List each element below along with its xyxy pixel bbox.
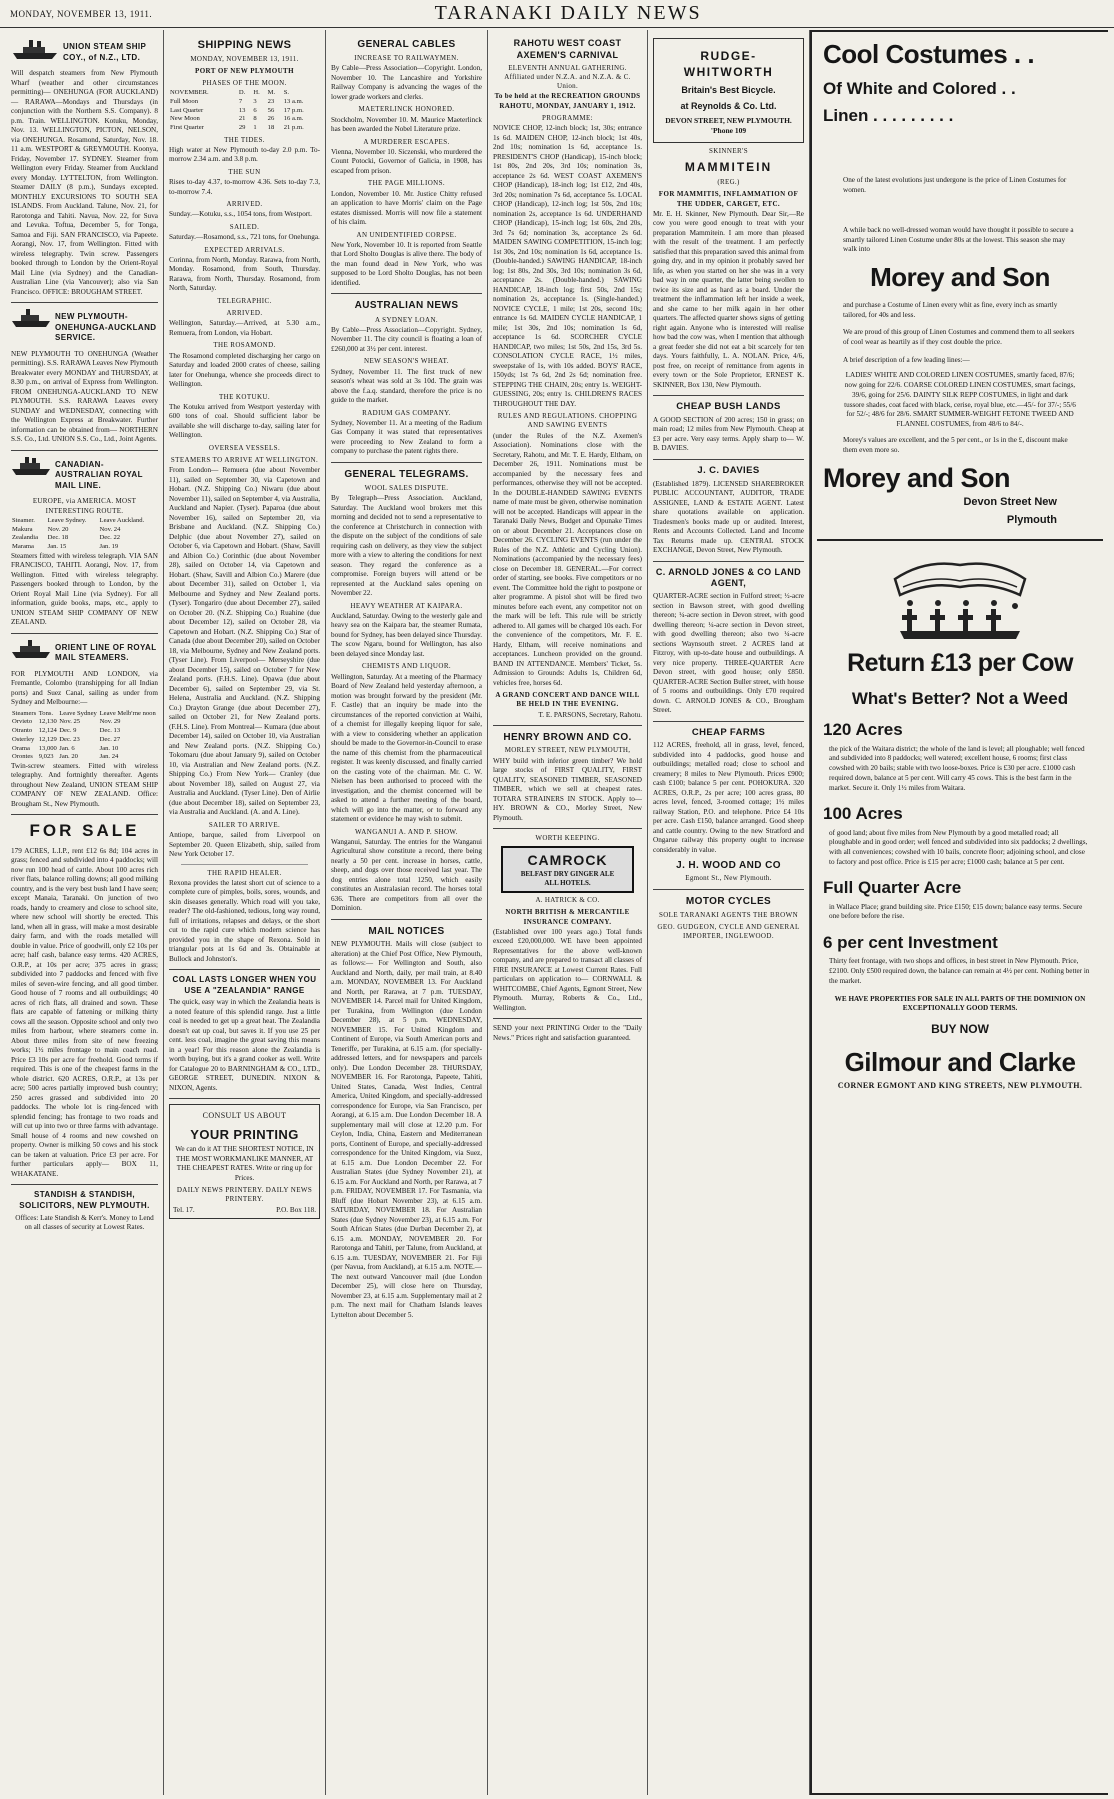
divider	[653, 889, 804, 890]
rules-body: (under the Rules of the N.Z. Axemen's Association). Nominations close with the Secretary, Rahotu, and Mr. T. E. Hardy, Eltham, on December 26, 1911. Nominations must be accompanied by the necessary fees and performances, otherwise they will not be accepted. In the DOUBLE-HANDED SAWING EVENTS name of mate must be given, otherwise nomination will not be accepted. Handicaps will appear in the Taranaki Daily News, Budget and Opunake Times on or about December 21. Acceptances close on December 26. CYCLING EVENTS (run under the Rules of the N.Z. Athletic and Cycling Union). Nominations (accompanied by the necessary fees) close on December 18. GENERAL.—For correct order of starting, see books. Five competitors or no event. The Committee hold the right to postpone or alter programme. A pistol shot will be fired two minutes before each event, any competitor not on the mark will be left. This rule will be strictly adhered to. All games will be charged 10s each. For the convenience of the competitors, Mr. F. E. Hardy, Eltham, will receive nominations and acceptances. Luncheon provided on the ground. BAND IN ATTENDANCE. Members' Ticket, 5s. Admission to Grounds: Adults 1s, Children 6d, vehicles free, horses 6d.	[493, 431, 642, 687]
mammitein-reg: (REG.)	[717, 178, 740, 187]
blank-space	[823, 196, 1097, 226]
camrock-agents: A. HATRICK & CO.	[535, 896, 600, 905]
general-telegrams-heading: GENERAL TELEGRAMS.	[344, 468, 469, 480]
shipping-date: MONDAY, NOVEMBER 13, 1911.	[190, 54, 299, 63]
blank-space	[823, 320, 1097, 328]
steamship-icon	[11, 38, 59, 60]
table-row: Orvieto 12,130 Nov. 25 Nov. 29	[12, 718, 121, 726]
aus-3-body: Sydney, November 11. At a meeting of the Radium Gas Company it was stated that representatives were proceeding to New Zealand to form a company to purchase the patent rights there.	[331, 418, 482, 456]
divider	[331, 919, 482, 920]
table-row: New Moon 21 8 26 16 a.m.	[170, 115, 304, 123]
table-row: Osterley 12,129 Dec. 23 Dec. 27	[12, 735, 121, 743]
steamship-icon	[11, 639, 51, 659]
telegraphic-arrived: ARRIVED.	[226, 309, 263, 318]
cable-5-body: New York, November 10. It is reported from Seattle that Lord Sholto Douglas is alive there. The body of the man found dead in New York, who was supposed to be Lord Sholto Douglas, has not been identified.	[331, 240, 482, 287]
cable-2-body: Stockholm, November 10. M. Maurice Maeterlinck has been awarded the Nobel Literature prize.	[331, 115, 482, 134]
kotuku-heading: THE KOTUKU.	[218, 392, 271, 401]
aus-1-body: By Cable—Press Association—Copyright. Sydney, November 11. The city council is floating a loan of £260,000 at 3½ per cent. interest.	[331, 325, 482, 353]
printery-tel: Tel. 17.	[173, 1205, 195, 1214]
divider	[653, 395, 804, 396]
divider	[331, 293, 482, 294]
nbm-body: (Established over 100 years ago.) Total funds exceed £20,000,000. WE have been appointed Representatives for the above well-known company, and are prepared to transact all classes of FIRE INSURANCE at Lowest Current Rates. Full particulars on application to— CORNWALL & WHITCOMBE, Chief Agents, Egmont Street, New Plymouth. Murray, Roberts & Co., Ltd., Wellington.	[493, 927, 642, 1012]
printery-contact	[173, 1206, 316, 1216]
divider	[493, 1018, 642, 1019]
column-shipping-ads	[6, 30, 164, 1795]
henry-brown-body: WHY build with inferior green timber? We hold large stocks of FIRST QUALITY, FIRST QUALITY, SEASONED TIMBER, SEASONED TIMBER, which we sell at cheapest rates. TOTARA STRAINERS IN STOCK. Apply to— HY. BROWN & CO., Morley Street, New Plymouth.	[493, 756, 642, 822]
printing-body: We can do it AT THE SHORTEST NOTICE, IN THE MOST WORKMANLIKE MANNER, AT THE CHEAPEST RATES. Write or ring up for Prices.	[175, 1145, 314, 1182]
mammitein-heading: MAMMITEIN	[684, 160, 773, 175]
investment-body: Thirty feet frontage, with two shops and offices, in best street in New Plymouth. Price, £2100. Only £500 required down, the balance can remain at 4½ per cent. Nothing better in the market.	[829, 957, 1090, 985]
acres-120-heading: 120 Acres	[823, 720, 903, 740]
nz-service-ad	[11, 308, 158, 346]
camrock-hotels: ALL HOTELS.	[544, 878, 591, 887]
divider	[11, 302, 158, 303]
sailed-heading: SAILED.	[229, 222, 260, 231]
worth-keeping-label: WORTH KEEPING.	[535, 834, 600, 843]
for-sale-heading: FOR SALE	[29, 821, 140, 841]
column-local-ads	[648, 30, 810, 1795]
rudge-address: DEVON STREET, NEW PLYMOUTH. 'Phone 109	[665, 116, 792, 136]
table-row: Steamer. Leave Sydney. Leave Auckland.	[12, 516, 145, 524]
henry-brown-sub: MORLEY STREET, NEW PLYMOUTH,	[504, 746, 631, 755]
motor-cycles-tail: GEO. GUDGEON, CYCLE AND GENERAL IMPORTER, INGLEWOOD.	[657, 923, 800, 941]
general-cables-heading: GENERAL CABLES	[357, 39, 456, 50]
properties-line: WE HAVE PROPERTIES FOR SALE IN ALL PARTS OF THE DOMINION ON EXCEPTIONALLY GOOD TERMS.	[834, 994, 1086, 1013]
table-row: Orontes 9,023 Jan. 20 Jan. 24	[12, 753, 119, 761]
nz-service-heading: NEW PLYMOUTH-ONEHUNGA-AUCKLAND SERVICE.	[55, 312, 157, 343]
port-heading: PORT OF NEW PLYMOUTH	[195, 66, 294, 75]
table-row: Makura Nov. 20 Nov. 24	[12, 525, 121, 533]
quarter-acre-heading: Full Quarter Acre	[823, 878, 962, 898]
tel-3-body: Wellington, Saturday. At a meeting of the Pharmacy Board of New Zealand held yesterday afternoon, a motion was brought forward by the president (Mr. F. Castle) that an inquiry be made into the circumstances of the reported conviction at Waihi, of a chemist for illegally keeping liquor for sale, with a view to considering whether an application should be made to the Governor-in-Council to erase the name of this chemist from the pharmaceutical register. It was keenly discussed, and finally carried on the casting vote of the chairman. Mr. C. W. Nielsen has been authorised to proceed with the investigation, and the chemist concerned will be asked to attend a further meeting of the board, which will go into the matter, or to forward any statement or evidence he may wish to submit.	[331, 672, 482, 824]
orient-ad	[11, 639, 158, 666]
mail-notices-heading: MAIL NOTICES	[368, 925, 445, 937]
printing-heading: YOUR PRINTING	[190, 1126, 299, 1142]
tel-2-heading: HEAVY WEATHER AT KAIPARA.	[350, 601, 463, 610]
divider	[11, 450, 158, 451]
divider	[181, 864, 308, 865]
morey-para-4: We are proud of this group of Linen Costumes and commend them to all seekers of cool wear as heartily as if they cost double the price.	[843, 328, 1075, 347]
column-display-ads	[810, 30, 1108, 1795]
sailed-body: Saturday.—Rosamond, s.s., 721 tons, for Onehunga.	[169, 233, 320, 242]
cable-1-heading: INCREASE TO RAILWAYMEN.	[354, 54, 459, 63]
healer-heading: THE RAPID HEALER.	[207, 868, 282, 877]
white-colored-heading: Of White and Colored . .	[823, 78, 1016, 98]
rosamond-body: The Rosamond completed discharging her cargo on Saturday and loaded 2000 crates of cheese, sailing later for Onehunga, whence she proceeds direct to Wellington.	[169, 351, 320, 389]
divider	[653, 459, 804, 460]
acres-100-heading: 100 Acres	[823, 804, 903, 824]
morey-para-2: A while back no well-dressed woman would have thought it possible to secure a smartly tailored Linen Costume under 80s at the lowest. This season she may walk into	[843, 225, 1074, 254]
printing-ad	[169, 1104, 320, 1219]
morey-name-2: Morey and Son	[823, 463, 1011, 494]
consult-label: CONSULT US ABOUT	[202, 1111, 287, 1121]
aus-2-heading: NEW SEASON'S WHEAT.	[364, 357, 449, 366]
coal-body: The quick, easy way in which the Zealandia heats is a noted feature of this splendid range. Just a little coal is needed to get up a great heat. The Zealandia doesn't eat up coal, but saves it. If you use 25 per cent. less coal, imagine the great saving this means in a year! For this reason alone the Zealandia is worth buying, but it's a grand cooker as well. Write for Catalogue 20 to BARNINGHAM & CO., LTD., GEORGE STREET, DUNEDIN. NIXON & NIXON, Agents.	[169, 998, 320, 1092]
divider	[493, 828, 642, 829]
column-carnival	[488, 30, 648, 1795]
henry-brown-heading: HENRY BROWN AND CO.	[503, 732, 632, 744]
expected-body: Corinna, from North, Monday. Rarawa, from North, Monday. Rosamond, from South, Thursday. Rarawa, from North, Thursday. Rosamond, from North, Saturday.	[169, 255, 320, 293]
morey-para-3: and purchase a Costume of Linen every whit as fine, every inch as smartly tailored, for 40s and less.	[843, 300, 1058, 319]
tel-4-body: Wanganui, Saturday. The entries for the Wanganui Agricultural show constitute a record, there being nearly a 50 per cent. increase in horses, cattle, sheep, and dogs over those received last year. The dog entries alone total 1250, which easily constitutes an Australasian record. The horses total 636. There are competitors from all over the Dominion.	[331, 837, 482, 913]
for-sale-body: 179 ACRES, L.I.P., rent £12 6s 8d; 104 acres in grass; fenced and subdivided into 4 paddocks; will now run 100 head of cattle. About 100 acres rich river flats, balance rolling downs; all good milking country, and is the very best bush land I have seen; except Manaia, Taranaki. On junction of two roads, handy to creamery and close to school site, where new school will shortly be erected. This land, when all in grass, will make a most desirable dairy farm, and with the roads metalled will double in value. Price of goodwill, only £2 10s per acre; half cash, balance easy terms. 420 ACRES, O.R.P., at 10s per acre; 375 acres in grass; subdivided into 7 paddocks and fenced with five miles of seven-wire fencing, and all good timber. Good house of 7 rooms and all outbuildings; 40 acres of rich flats, all drained and sown. These flats are capable of fattening or milking thirty cows all the season. Opposite school and only two miles from harbour, where steamers come in. About three miles from site of new freezing works; 1½ miles frontage to main coach road. Price £3 10s per acre for freehold. Good terms if required. This is one of the cheapest farms in the whole district. 620 ACRES, O.R.P., at 13s per acre; 500 acres partially improved bush country; 250 acres grassed and subdivided into 20 paddocks. The whole lot is ring-fenced with splendid fencing; has frontage to two roads and will cut up into two or three farms with advantage. Small house of 4 rooms and new cowshed on property. Owner is milking 50 cows and his stock can be taken at valuation. Price £3 per acre. For further particulars apply— BOX 11, WHAKATANE.	[11, 846, 158, 1178]
telegraphic-heading: TELEGRAPHIC.	[217, 296, 272, 305]
cable-3-body: Vienna, November 10. Siczenski, who murdered the Count Potocki, Governor of Galicia, in 1908, has escaped from prison.	[331, 147, 482, 175]
jc-davies-body: (Established 1879). LICENSED SHAREBROKER PUBLIC ACCOUNTANT, AUDITOR, TRADE ASSIGNEE, LAND & ESTATE AGENT. Latest share quotations available on application. Tradesmen's books made up or audited. Interest, Rents and Accounts Collected. Land and Income Tax Returns made up. CENTRAL STOCK EXCHANGE, Devon Street, New Plymouth.	[653, 479, 804, 555]
divider	[493, 725, 642, 726]
cable-3-heading: A MURDERER ESCAPES.	[363, 137, 450, 146]
carnival-sub-2: To be held at the RECREATION GROUNDS RAHOTU, MONDAY, JANUARY 1, 1912.	[494, 92, 641, 110]
oversea-body: From London— Remuera (due about November 11), sailed on September 30, via Capetown and Hobart. (N.Z. Shipping Co.) Niwaru (due about November 11), sailed on September 4, via Australia, Auckland and Napier. (Tyser). Paparoa (due about November 16), sailed on September 20, via Brisbane and Auckland. (N.Z. Shipping Co.) Delphic (due about November 27), sailed on October 6, via Capetown and Hobart. (Shaw, Savill and Albion Co.) Corinthic (due about November 28), sailed on October 14, via Capetown and Hobart. (Shaw, Savill and Albion Co.) Marere (due about December 31), sailed on October 1, via Melbourne and Sydney and New Zealand ports. (Tyser). Tongariro (due about December 27), sailed on October 20. (N.Z. Shipping Co.) Ruahine (due about December 12), sailed on October 28, via Capetown and Hobart. (N.Z. Shipping Co.) Star of Canada (due about December 20), sailed on October 18, via Melbourne, Sydney and New Zealand ports. (Tyser Line). From Liverpool— Merseyshire (due about December 15), sailed on October 7 for New Zealand ports. (F.H.S. Line). Opawa (due about December 6), sailed on September 29, via St. Helena, Australia and Auckland. (N.Z. Shipping Co.) Drayton Grange (due about December 27), sailed on October 21, for New Zealand ports. (F.H.S. Line). From Montreal— Kumara (due about December 14), sailed on October 10, via Australian and New Zealand ports. (N.Z. Shipping Co.) Tokomaru (due about January 9), sailed on October 10, via Australian and New Zealand ports. (N.Z. Shipping Co.) From New York— Cranley (due about November 18), sailed on August 27, via Australia and Auckland. (Tyser Line). Den of Airlie (due about December 18), sailed on September 23, via Australia and Auckland. (A. and A. Line).	[169, 466, 320, 817]
column-general-cables	[326, 30, 488, 1795]
union-body: Will despatch steamers from New Plymouth Wharf (weather and other circumstances permitting)— ONEHUNGA (FOR AUCKLAND)— RARAWA—Mondays and Thursdays (in conjunction with the Northern S.S. Company). 8 p.m. Train. WELLINGTON. Kotuku, Monday, Nov. 13. WELLINGTON, PICTON, NELSON, via ONEHUNGA. Rosamond, Saturday, Nov. 18. 11 a.m. WESTPORT & GREYMOUTH. Koonya, Friday, November 17. SYDNEY. Steamer from Wellington every Friday. Steamer from Auckland every Monday. LYTTELTON, from Wellington. Steamer DAILY (8 p.m.), Sundays excepted. MONTHLY EXCURSIONS TO SOUTH SEA ISLANDS. From Auckland. Talune, Nov. 21, for Rarotonga and Tahiti. Navua, Nov. 22, for Suva and Levuka. Toftua, December 5, for Tonga, Samoa and Fiji. SAN FRANCISCO, via Papeete. Aorangi, Nov. 17, from Wellington. Fitted with wireless telegraphy. Twin screw. Passengers booked through to London by the Orient-Royal Mail Line (via Sydney) and the Canadian-Australian Line (via Vancouver); also via San Francisco. OFFICE: BROUGHAM STREET.	[11, 69, 158, 296]
arnold-jones-heading: C. ARNOLD JONES & CO LAND AGENT,	[655, 566, 802, 589]
moon-heading: PHASES OF THE MOON.	[202, 78, 287, 87]
aus-1-heading: A SYDNEY LOAN.	[374, 315, 439, 324]
motor-cycles-sub: SOLE TARANAKI AGENTS THE BROWN	[658, 910, 799, 919]
orient-table	[11, 710, 158, 762]
telegraphic-body: Wellington, Saturday.—Arrived, at 5.30 a.m., Remuera, from London, via Hobart.	[169, 319, 320, 337]
cheap-farms-heading: CHEAP FARMS	[691, 726, 766, 738]
gilmour-ad	[817, 539, 1103, 1096]
mail-notices-body: NEW PLYMOUTH. Mails will close (subject to alteration) at the Chief Post Office, New Plymouth, as follows:— For Wellington and South, also Auckland and North, daily, per mail train, at 8.40 a.m. MONDAY, NOVEMBER 13. For Auckland and North, per Rarawa, at 7 p.m. TUESDAY, NOVEMBER 14. Parcel mail for United Kingdom, per Turakina, from Wellington (due London December 28), at 5 p.m. WEDNESDAY, NOVEMBER 15. For United Kingdom and Continent of Europe, via South American ports and Teneriffe, per Turakina, at 6.15 a.m. (for specially-addressed letters, and for newspapers and parcels only). Due London December 28. THURSDAY, NOVEMBER 16. For Rarotonga, Papeete, Tahiti, United States, Canada, West Indies, Central America, United Kingdom, and specially-addressed correspondence for Europe, via San Francisco, per Aorangi, at 6.15 a.m. Due London December 18. A supplementary mail will close at 12.20 p.m. For Ceylon, India, China, Eastern and Mediterranean ports, Continent of Europe, and specially-addressed correspondence for the United Kingdom, via Suez, at 6.15 a.m. Due London December 22. For Australian States (due Sydney November 21), at 6.15 a.m. For Auckland and North, per Rarawa, at 7 p.m. FRIDAY, NOVEMBER 17. For Tasmania, via Bluff (due Hobart November 23), at 6.15 a.m. SATURDAY, NOVEMBER 18. For Australian States (due Sydney November 23), at 6.15 a.m. For South African States (due Durban December 2), at 6.15 a.m. MONDAY, NOVEMBER 20. For Rarotonga and Tahiti, per Talune, from Auckland, at 6.15 a.m. TUESDAY, NOVEMBER 21. For Fiji (per Navua, from Auckland), at 6.15 a.m. NOTE.—The next outward Vancouver mail (due London December 25), will close here on Thursday, November 23, at 6.15 a.m. Supplementary mail at 2 p.m. The next mail for Chatham Islands leaves Lyttelton about December 5.	[331, 940, 482, 1319]
gilmour-clarke-heading: Gilmour and Clarke	[844, 1046, 1076, 1077]
camrock-brand: CAMROCK	[527, 852, 608, 869]
programme-heading: PROGRAMME:	[541, 113, 594, 122]
buy-now: BUY NOW	[931, 1021, 989, 1036]
tel-1-heading: WOOL SALES DISPUTE.	[364, 483, 449, 492]
carnival-heading: RAHOTU WEST COAST AXEMEN'S CARNIVAL	[513, 38, 622, 60]
arnold-jones-body: QUARTER-ACRE section in Fulford street; ½-acre section in Bawson street, with good dwelling thereon; ¼-acre section in Devon street, with good dwelling thereon; ¼-acre section in Devon street, with good dwelling thereon; also two ¼-acre sections Waynsouth street. 2 ACRES land at Fitzroy, with up-to-date house and outbuildings. A very nice property. THREE-QUARTER Acre Devon street, with good house; only £850. QUARTER-ACRE Section Buller street, with house of 5 rooms and outbuildings. Only £70 required down. C. ARNOLD JONES & CO., Brougham Street.	[653, 592, 804, 715]
divider	[11, 814, 158, 815]
bush-lands-heading: CHEAP BUSH LANDS	[676, 401, 781, 413]
tel-2-body: Auckland, Saturday. Owing to the westerly gale and heavy sea on the Kaipara bar, the steamer Rumata, bound for Sydney, has been delayed since Thursday. The scow Ngaru, bound for Wellington, has also been delayed since Monday last.	[331, 611, 482, 658]
rudge-ad	[653, 38, 804, 143]
column-shipping-news	[164, 30, 326, 1795]
table-row: Full Moon 7 3 23 13 a.m.	[170, 97, 304, 105]
orient-body: FOR PLYMOUTH AND LONDON, via Fremantle, Colombo (transhipping for all Indian ports) and Suez Canal, sailing as under from Sydney and Melbourne:—	[11, 669, 158, 707]
standish-tail: Offices: Late Standish & Kerr's. Money to Lend on all classes of security at Lowest Rates.	[15, 1213, 154, 1231]
morey-para-5: A brief description of a few leading lines:—	[843, 355, 970, 364]
return-heading: Return £13 per Cow	[847, 649, 1073, 678]
investment-heading: 6 per cent Investment	[823, 933, 998, 953]
camrock-product: BELFAST DRY GINGER ALE	[520, 869, 615, 878]
morey-name-1: Morey and Son	[870, 261, 1050, 292]
gilmour-address: CORNER EGMONT AND KING STREETS, NEW PLYMOUTH.	[837, 1080, 1083, 1090]
better-heading: What's Better? Not a Weed	[851, 689, 1069, 709]
canadian-body: Steamers fitted with wireless telegraph. VIA SAN FRANCISCO, TAHITI. Aorangi, Nov. 17, from Wellington. Fitted with wireless telegraphy. Passengers booked through to London, by the Orient Royal Mail Line (via Sydney). For all information, guide books, maps, etc., apply to UNION STEAM SHIP COMPANY OF NEW ZEALAND.	[11, 551, 158, 627]
table-row: Marama Jan. 15 Jan. 19	[12, 542, 119, 550]
rudge-brand: RUDGE-WHITWORTH	[683, 49, 774, 79]
camrock-ad	[501, 846, 634, 893]
table-row: NOVEMBER. D. H. M. S.	[170, 89, 290, 97]
rosamond-heading: THE ROSAMOND.	[213, 341, 276, 350]
orient-heading: ORIENT LINE OF ROYAL MAIL STEAMERS.	[55, 642, 157, 663]
jh-wood-sub: Egmont St., New Plymouth.	[685, 874, 772, 883]
healer-body: Rexona provides the latest short cut of science to a complete cure of pimples, boils, sores, wounds, and skin diseases generally. Which road will you take, reader? The old-fashioned, tedious, long way round, full of irritations, relapses and delays, or the short cut to the rapid cure which modern science has provided you in the shape of Rexona. Sold in triangular pots at 1s 6d and 3s. Obtainable at Bullock and Johnston's.	[169, 878, 320, 963]
table-row: First Quarter 29 1 18 21 p.m.	[170, 124, 304, 132]
morey-address: Devon Street New Plymouth	[963, 496, 1057, 526]
australian-news-heading: AUSTRALIAN NEWS	[354, 300, 459, 312]
morey-ad	[817, 36, 1103, 533]
expected-heading: EXPECTED ARRIVALS.	[204, 245, 285, 254]
divider	[11, 1184, 158, 1185]
acres-120-body: the pick of the Waitara district; the whole of the land is level; all ploughable; well fenced and subdivided into 8 paddocks; well watered; excellent house, 6 rooms; first class cowshed with 20 bails; stable with two loose-boxes. Price is £30 per acre. £1000 cash required down, balance at 5 per cent. Will carry 45 cows. This is the best farm in the market. Secure it. Only 1½ miles from Waitara.	[829, 744, 1085, 792]
canadian-ad	[11, 456, 158, 494]
rudge-slogan: Britain's Best Bicycle.	[681, 84, 776, 95]
morey-para-6: Morey's values are excellent, and the 5 per cent., or 1s in the £, discount make them even more so.	[843, 435, 1068, 454]
canadian-heading: CANADIAN-AUSTRALIAN ROYAL MAIL LINE.	[55, 459, 143, 490]
coal-heading: COAL LASTS LONGER WHEN YOU USE A "ZEALANDIA" RANGE	[172, 975, 317, 995]
newspaper-page	[6, 30, 1108, 1795]
printery-label: DAILY NEWS PRINTERY. DAILY NEWS PRINTERY.	[176, 1186, 313, 1204]
acres-100-body: of good land; about five miles from New Plymouth by a good metalled road; all ploughable and in good order; well fenced and subdivided into six paddocks; 2 dwellings, with all conveniences; cowshed with 10 bails, concrete floor; adjoining school, and close to factory and post office. Price is £15 per acre; £1000 cash; balance at 5 per cent.	[829, 828, 1088, 866]
morey-para-1: One of the latest evolutions just undergone is the price of Linen Costumes for women.	[843, 176, 1067, 195]
shipping-news-heading: SHIPPING NEWS	[197, 39, 292, 51]
arrived-body: Sunday.—Kotuku, s.s., 1054 tons, from Westport.	[169, 210, 312, 219]
tel-1-body: By Telegraph—Press Association. Auckland, Saturday. The Auckland wool brokers met this morning and decided not to send a representative to the conference at Christchurch in connection with the dispute on the subject of the conditions of sale requiring cash on delivery, as they view the subject more with a view to altering the conditions for next season. They regard the conference as a compromise. Foreign buyers will attend or be represented at the Auckland sales opening on November 22.	[331, 494, 482, 598]
divider	[169, 969, 320, 970]
divider	[169, 1098, 320, 1099]
masthead	[0, 0, 1114, 28]
steamship-icon	[11, 456, 51, 476]
motor-cycles-heading: MOTOR CYCLES	[685, 895, 772, 907]
sailer-heading: SAILER TO ARRIVE.	[208, 820, 281, 829]
cable-4-body: London, November 10. Mr. Justice Chitty refused an application to have Morris' claim on the Page estates dismissed. Morris will now file a statement of his claim.	[331, 189, 482, 227]
rules-heading: RULES AND REGULATIONS. CHOPPING AND SAWING EVENTS	[497, 412, 638, 430]
cheap-farms-body: 112 ACRES, freehold, all in grass, level, fenced, subdivided into 4 paddocks, good house and outbuildings; metalled road; close to school and creamery; 8 miles to New Plymouth. Prices £900; cash £100; balance 5 per cent. POHOKURA. 320 ACRES, O.R.P., 2s per acre; 100 acres grass, 80 acres level, fenced, 3-roomed cottage; 1½ miles railway Station, P.O. and telephone. Price £4 10s per acre. Cash £150, balance arranged. Good sheep and cattle country. Owing to the new Stratford and Ongarue railway this property ought to increase considerably in value.	[653, 741, 804, 854]
skinner-label: SKINNER'S	[708, 147, 749, 156]
nz-service-body: NEW PLYMOUTH TO ONEHUNGA (Weather permitting). S.S. RARAWA Leaves New Plymouth Breakwater every MONDAY and THURSDAY, at 8.30 p.m., on arrival of Express from Wellington. FROM ONEHUNGA-AUCKLAND TO NEW PLYMOUTH. S.S. RARAWA Leaves every SUNDAY and WEDNESDAY, connecting with the Wellington Express at Breakwater. Further information can be obtained from— NORTHERN S.S. Co., Ltd. UNION S.S. Co., Ltd., Joint Agents.	[11, 349, 158, 444]
tel-4-heading: WANGANUI A. AND P. SHOW.	[355, 827, 458, 836]
sailer-body: Antiope, barque, sailed from Liverpool on September 20. Queen Elizabeth, ship, sailed from New York October 17.	[169, 831, 320, 859]
blank-space	[823, 348, 1097, 356]
mammitein-sub: FOR MAMMITIS, INFLAMMATION OF THE UDDER, CARGET, ETC.	[658, 190, 799, 208]
standish-heading: STANDISH & STANDISH, SOLICITORS, NEW PLYMOUTH.	[19, 1190, 150, 1210]
jh-wood-heading: J. H. WOOD AND CO	[676, 860, 781, 872]
table-row: Last Quarter 13 6 56 17 p.m.	[170, 106, 304, 114]
tides-body: High water at New Plymouth to-day 2.0 p.m. To-morrow 2.34 a.m. and 3.8 p.m.	[169, 145, 320, 164]
tel-3-heading: CHEMISTS AND LIQUOR.	[361, 662, 452, 671]
tides-heading: THE TIDES.	[224, 135, 265, 144]
divider	[11, 633, 158, 634]
divider	[653, 561, 804, 562]
cable-5-heading: AN UNIDENTIFIED CORPSE.	[356, 230, 457, 239]
canadian-sub: EUROPE, via AMERICA. MOST INTERESTING ROUTE.	[32, 497, 137, 515]
arrived-heading: ARRIVED.	[226, 200, 263, 209]
mammitein-body: Mr. E. H. Skinner, New Plymouth. Dear Sir,—Re cow you were good enough to treat with your preparation Mammitein. I am more than pleased with the result of the treatment. I am perfectly satisfied that this preparation saved this animal from going dry, and in my opinion it probably saved her life, as when you started on her she was in a very bad way in one quarter, the latter being swollen to twice its size and as hard as a board. Under the treatment the inflammation left her inside a week, and she came to her milk again in her other quarters. The affected quarter shows signs of getting right again. Anyone who is interested will realise how bad the cow was, when I mention that although a great feeder she did not eat a bit scarcely for ten days. Yours faithfully, L. A. NOLAN. Price, 4/6, post free, on receipt of remittance from agents in every town or the Sole Proprietor, ERNEST K. SKINNER, Box 130, New Plymouth.	[653, 209, 804, 389]
programme-body: NOVICE CHOP, 12-inch block; 1st, 30s; entrance 1s 6d. MAIDEN CHOP, 12-inch block; 1st 40s, 2nd 10s; nomination 1s 6d, acceptance 1s. PRESIDENT'S CHOP (Handicap), 15-inch block; 1st 80s, 2nd 20s, 3rd 10s; nomination 3s, acceptance 2s 6d. WEST COAST AXEMEN'S CHOP (Handicap), 18-inch log; 1st £12, 2nd 40s, 3rd 20s; nomination 7s 6d, acceptance 5s. LOCAL CHOP (Handicap), 12-inch log; 1st 50s, 2nd 10s; nomination 2s, acceptance 1s 6d. UNDERHAND CHOP (Handicap), 15-inch log; 1st 60s, 2nd 20s, 3rd 7s 6d; nomination 3s, acceptance 2s 6d. MAIDEN SAWING COMPETITION, 15-inch log; 1st 30s, 2nd 10s; nomination 1s 6d, acceptance 1s. (Double-handed.) SAWING HANDICAP, 18-inch log; 1st 80s, 2nd 30s, 3rd 10s; nomination 3s 6d, acceptance 2s. (Double-handed.) SAWING HANDICAP, 18-inch log; first 50s, 2nd 15s; nomination 2s, acceptance 1s. (Single-handed.) NOVICE CYCLE, 1 mile; 1st 20s, second 10s; entrance 1s 6d. MAIDEN CYCLE HANDICAP, 1 mile; 1st 30s, 2nd 10s; nomination 1s 6d, acceptance 1s 6d. SCORCHER CYCLE HANDICAP, two miles; 1st 50s, 2nd 15s, 3rd 5s. CONSOLATION CYCLE RACE, 1½ miles, sweepstake of 1s, with 10s added. BOYS' RACE, 150yds; 1st 7s 6d, 2nd 2s 6d; nomination free. STEPPING THE CHAIN, 20s; entry 1s. WEIGHT-GUESSING, 20s; entry 1s. CHILDREN'S RACES THROUGHOUT THE DAY.	[493, 124, 642, 408]
union-heading: UNION STEAM SHIP COY., of N.Z., LTD.	[63, 42, 147, 62]
cable-1-body: By Cable—Press Association—Copyright. London, November 10. The Lancashire and Yorkshire Railway Company is advancing the wages of the lower grade workers and clerks.	[331, 64, 482, 101]
steamship-icon	[11, 308, 51, 328]
issue-date: MONDAY, NOVEMBER 13, 1911.	[10, 8, 153, 19]
kotuku-body: The Kotuku arrived from Westport yesterday with 600 tons of coal. Should sufficient labor be available she will discharge to-day, sailing later for Wellington.	[169, 402, 320, 440]
morey-lines: LADIES' WHITE AND COLORED LINEN COSTUMES, smartly faced, 87/6; now going for 22/6. COARSE COLORED LINEN COSTUMES, smart facings, 39/6, going for 25/6. DAINTY SILK REPP COSTUMES, in light and dark tussore shades, coat faced with black, cerise, royal blue, etc.—45/- for 37/-; 55/6 for 52/-; 48/6 for 28/6. SMART SUMMER-WEIGHT FETONE TWEED AND FLANNEL COSTUMES, from 48/6 to 84/-.	[844, 371, 1076, 429]
bush-lands-body: A GOOD SECTION of 200 acres; 150 in grass; on main road; 12 miles from New Plymouth. Cheap at £3 per acre. Very easy terms. Apply sharp to— W. B. DAVIES.	[653, 415, 804, 453]
newspaper-title: TARANAKI DAILY NEWS	[434, 2, 702, 24]
sun-heading: THE SUN	[228, 167, 261, 176]
table-row: Otranto 12,124 Dec. 9 Dec. 13	[12, 727, 121, 735]
cable-2-heading: MAETERLINCK HONORED.	[358, 105, 455, 114]
printery-box: P.O. Box 118.	[276, 1205, 316, 1214]
linen-heading: Linen . . . . . . . . .	[823, 106, 954, 126]
rudge-dealer: at Reynolds & Co. Ltd.	[680, 100, 777, 111]
table-row: Zealandia Dec. 18 Dec. 22	[12, 534, 121, 542]
concert-line: A GRAND CONCERT AND DANCE WILL BE HELD IN THE EVENING.	[495, 691, 640, 709]
crown-icon	[885, 551, 1035, 643]
sun-body: Rises to-day 4.37, to-morrow 4.36. Sets to-day 7.3, to-morrow 7.4.	[169, 178, 320, 196]
oversea-sub: STEAMERS TO ARRIVE AT WELLINGTON.	[170, 456, 319, 465]
carnival-signature: T. E. PARSONS, Secretary, Rahotu.	[538, 710, 642, 719]
table-row: Steamers Tons. Leave Sydney Leave Melb'rne noon	[12, 709, 156, 717]
quarter-acre-body: in Wallace Place; grand building site. Price £150; £15 down; balance easy terms. Secure one before before the rise.	[829, 902, 1083, 921]
jc-davies-heading: J. C. DAVIES	[697, 464, 760, 476]
table-row: Orama 13,000 Jan. 6 Jan. 10	[12, 744, 119, 752]
cable-4-heading: THE PAGE MILLIONS.	[367, 179, 446, 188]
blank-space	[823, 126, 1097, 176]
canadian-table	[11, 517, 158, 552]
divider	[653, 721, 804, 722]
moon-table	[169, 89, 320, 133]
orient-tail: Twin-screw steamers. Fitted with wireless telegraphy. And fortnightly thereafter. Agents throughout New Zealand, UNION STEAM SHIP COMPANY OF NEW ZEALAND. Office: Brougham St., New Plymouth.	[11, 761, 158, 808]
oversea-heading: OVERSEA VESSELS.	[208, 443, 281, 452]
nbm-heading: NORTH BRITISH & MERCANTILE INSURANCE COMPANY.	[505, 908, 630, 926]
carnival-sub-1: ELEVENTH ANNUAL GATHERING. Affiliated under N.Z.A. and N.Z.A. & C. Union.	[504, 63, 631, 91]
aus-2-body: Sydney, November 11. The first truck of new season's wheat was sold at 3s 10d. The grain was above the f.a.q. standard, therefore the price is no guide to the market.	[331, 367, 482, 405]
printing-order: SEND your next PRINTING Order to the "Daily News." Prices right and satisfaction guaranteed.	[493, 1024, 642, 1042]
aus-3-heading: RADIUM GAS COMPANY.	[362, 408, 451, 417]
cool-costumes-heading: Cool Costumes . .	[823, 39, 1035, 69]
union-steam-ad	[11, 38, 158, 65]
divider	[331, 462, 482, 463]
